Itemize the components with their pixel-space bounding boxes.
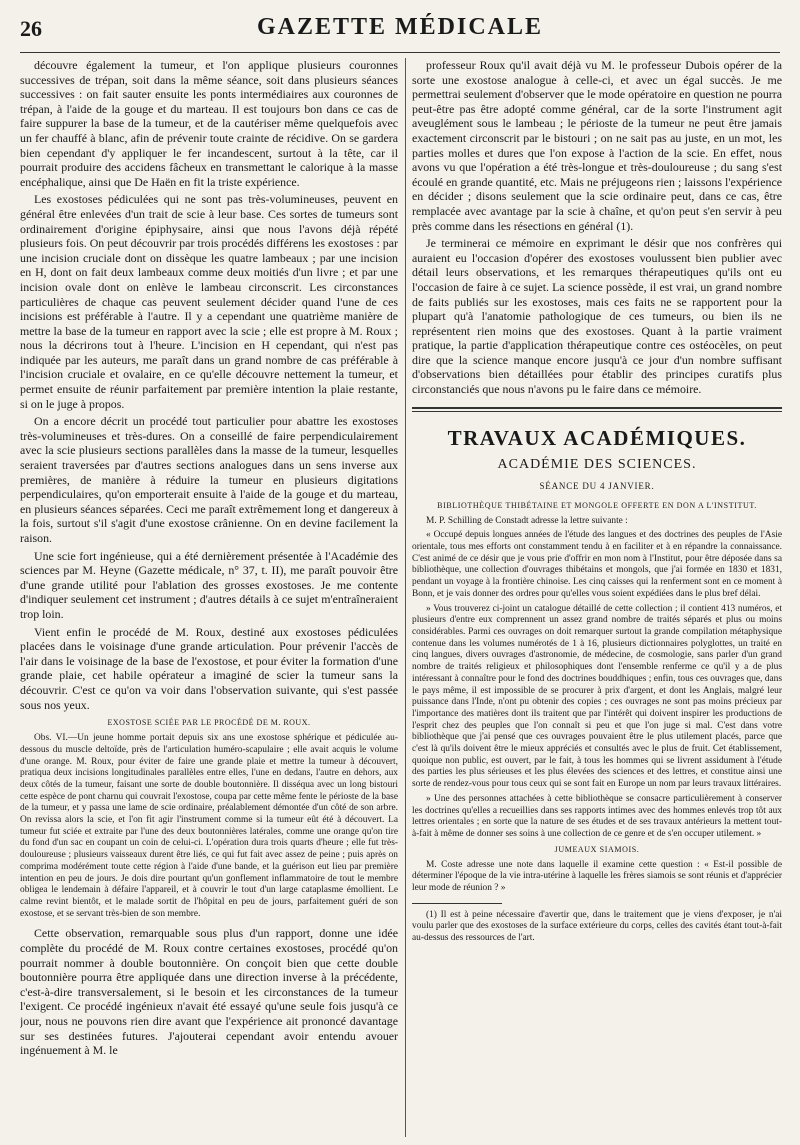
paragraph: Les exostoses pédiculées qui ne sont pas très-volumineuses, peuvent en général être enlevées d'un trait de scie à leur base. Ces sortes de tumeurs sont ordinairement d'origine épiphysaire, ainsi que nous l'avons déjà répété plusieurs fois. On peut découvrir par trois procédés différens les exostoses : par une incision cruciale dont on dissèque les quatre lambeaux ; par une incision en H, dont on fait deux lambeaux comme deux moitiés d'un livre ; et par une incision ovale dont on enlève le lambeau circonscrit. Les circonstances particulières de chaque cas peuvent seulement décider quand l'une de ces incisions est préférable à l'autre. Il y a cependant une quatrième manière de mettre la base de la tumeur en rapport avec la scie ; elle est propre à M. Roux ; nous la décrirons tout à l'heure. L'incision en H cependant, qui n'est pas indiquée par les auteurs, me paraît dans un grand nombre de cas préférable à l'incision cruciale et ovalaire, en ce qu'elle découvre nettement la tumeur, et permet ensuite de réunir parfaitement par première intention la plaie restante, si on le juge à propos. (20, 192, 398, 411)
library-heading: BIBLIOTHÈQUE THIBÉTAINE ET MONGOLE OFFERTE EN DON A L'INSTITUT. (437, 500, 757, 510)
paragraph: découvre également la tumeur, et l'on applique plusieurs couronnes successives de trépan, soit dans la même séance, soit dans plusieurs séances successives : on fait sauter ensuite les ponts intermédiaires aux couronnes de trépan, à l'aide de la gouge et du marteau. Il est toujours bon dans ce cas de faire suppurer la base de la tumeur, et de la cautériser même quelquefois avec un fer chauffé à blanc, afin de prévenir toute crainte de récidive. On se gardera bien cependant d'y appliquer le fer incandescent, surtout à la tête, car il pourrait produire des accidens fâcheux en transmettant le calorique à la masse encéphalique, ainsi que De Haën en fit la triste expérience. (20, 58, 398, 189)
column-divider (405, 58, 406, 1137)
paragraph: « Occupé depuis longues années de l'étude des langues et des doctrines des peuples de l'Asie orientale, tous mes efforts ont constamment tendu à en faciliter et à en répandre la connaissance. C'est animé de ce désir que je vous prie d'offrir en mon nom à l'Institut, pour être déposée dans sa bibliothèque, une collection d'ouvrages thibétains et mongols, que j'ai formée en 1830 et 1831, pendant un voyage à la frontière chinoise. Les cinq caisses qui la renferment sont en ce moment à Bonn, et je vais donner des ordres pour qu'elles vous soient expédiées dans le plus bref délai. (412, 530, 782, 599)
paragraph: Vient enfin le procédé de M. Roux, destiné aux exostoses pédiculées placées dans le voisinage d'une grande articulation. Pour prévenir l'accès de l'air dans le voisinage de la base de l'exostose, et pour éviter la formation d'une grande plaie, cet habile opérateur a imaginé de scier la tumeur sans la découvrir. C'est ce qu'on va voir dans l'observation suivante, qui s'est passée sous nos yeux. (20, 624, 398, 712)
siamese-heading: JUMEAUX SIAMOIS. (554, 844, 640, 854)
left-column (20, 58, 398, 1137)
paragraph: Une scie fort ingénieuse, qui a été dernièrement présentée à l'Académie des sciences par M. Heyne (Gazette médicale, n° 37, t. II), me paraît pouvoir être d'une grande utilité pour l'ablation des grosses exostoses. Je me contente d'indiquer seulement cet instrument ; d'autres détails à ce sujet m'entraîneraient trop loin. (20, 548, 398, 621)
case-observation (20, 733, 398, 920)
article-conclusion (20, 926, 398, 1057)
page-number: 26 (20, 16, 42, 41)
letter-intro: M. P. Schilling de Constadt adresse la lettre suivante : (426, 515, 628, 526)
article-continuation (20, 58, 398, 712)
seance-date: SÉANCE DU 4 JANVIER. (539, 480, 655, 491)
paragraph: » Vous trouverez ci-joint un catalogue détaillé de cette collection ; il contient 413 numéros, et plusieurs d'entre eux comprennent un assez grand nombre de traités séparés et plus ou moins considérables. Parmi ces ouvrages on doit remarquer surtout la grande compilation métaphysique contenue dans les volumes numérotés de 1 à 16, plusieurs dictionnaires polyglottes, un traité en cinq langues, divers ouvrages d'astronomie, de médecine, de cosmologie, sans parler d'un grand nombre de traités religieux et philosophiques dont l'ensemble renferme ce qu'il y a de plus intéressant à connaître pour le fond des doctrines bouddhiques ; enfin, tous ces ouvrages que, dans le pays même, il est impossible de se procurer à prix d'argent, et dont les Anglais, malgré leur puissance dans l'Inde, n'ont pu obtenir des copies ; ces ouvrages ne sont pas moins précieux par l'importance des matières dont ils traitent que par l'intérêt qui doivent inspirer les productions de l'esprit chez des peuples que l'on connaît si peu et que l'on juge si mal. C'est dans votre bibliothèque que j'ai pensé que ces ouvrages pouvaient être le plus utilement placés, parce que c'est là qu'ils doivent être le mieux appréciés et consultés avec le plus de fruit. Cet établissement, quoique non public, est ouvert, par le fait, à tous les hommes qui se livrent assidument à l'étude des parties les plus sérieuses et les plus élevées des sciences et des lettres, et constitue ainsi une sorte de rendez-vous pour tous ceux qui se sont fait en Europe un nom par leurs travaux littéraires. (412, 603, 782, 790)
footnote (412, 910, 782, 945)
paragraph: M. Coste adresse une note dans laquelle il examine cette question : « Est-il possible de déterminer l'époque de la vie intra-utérine à laquelle les frères siamois se sont réunis et d'apprécier leur mode de réunion ? » (412, 859, 782, 894)
article-end (412, 58, 782, 397)
siamese-note (412, 860, 782, 895)
header-rule (20, 52, 780, 53)
paragraph: » Une des personnes attachées à cette bibliothèque se consacre particulièrement à conserver les doctrines qu'elles a recueillies dans ses rapports intimes avec des hommes enlevés trop tôt aux lettres orientales ; en sorte que la nature de ses études et de ses travaux antérieurs la mettent tout-à-fait à même de donner ses soins à une collection de ce genre et de s'en occuper utilement. » (412, 793, 782, 839)
section-rule (412, 407, 782, 409)
right-column (412, 58, 782, 1137)
section-title: TRAVAUX ACADÉMIQUES. (447, 425, 747, 450)
paragraph: Cette observation, remarquable sous plus d'un rapport, donne une idée complète du procédé de M. Roux contre certaines exostoses, procédé qu'on pourrait nommer à double boutonnière. On conçoit bien que cette double boutonnière pourra être appliquée dans une direction inverse à la précédente, c'est-à-dire transversalement, si le besoin et les circonstances de la tumeur l'exigent. Ce procédé ingénieux n'avait été essayé qu'une seule fois jusqu'à ce jour, nous ne pouvons rien dire avant que l'expérience ait prononcé davantage sur ses destinées futures. J'ajouterai cependant avoir entendu avouer ingénuement à M. le (20, 926, 398, 1058)
journal-title: GAZETTE MÉDICALE (256, 14, 544, 40)
section-subtitle: ACADÉMIE DES SCIENCES. (497, 456, 697, 472)
paragraph: On a encore décrit un procédé tout particulier pour abattre les exostoses très-volumineuses et très-dures. On a conseillé de faire perpendiculairement avec la scie plusieurs sections parallèles dans la masse de la tumeur, lesquelles seraient traversées par d'autres sections analogues dans un sens inverse aux premières, de manière à réduire la tumeur en plusieurs digitations perpendiculaires, qu'on emporterait ensuite à l'aide de la gouge et du marteau, en plusieurs séances séparées. Ceci me paraît extrêmement long et dangereux à la fois, surtout s'il s'agit d'une exostose crânienne. On en devine facilement la raison. (20, 414, 398, 545)
case-heading: EXOSTOSE SCIÉE PAR LE PROCÉDÉ DE M. ROUX. (107, 718, 311, 728)
paragraph: professeur Roux qu'il avait déjà vu M. le professeur Dubois opérer de la sorte une exostose analogue à celle-ci, et avec un égal succès. Je me permettrai seulement d'observer que le mode opératoire en question ne pourra peut-être pas être adopté comme général, car de la sorte l'instrument agit aveuglément sous le lambeau ; le périoste de la tumeur ne peut être jamais exactement circonscrit par le bistouri ; on ne sait pas au juste, en un mot, les parties molles et dures que l'on expose à l'action de la scie. En effet, nous avons vu que l'opération a été très-longue et très-douloureuse ; du sang s'est écoulé en grande quantité, etc. Mais ne préjugeons rien ; laissons l'expérience en décider ; disons seulement que la scie ordinaire peut, dans ce cas, être remplacée avec avantage par la scie à chaîne, et qu'on peut s'en servir à peu près comme dans les résections en général (1). (412, 58, 782, 233)
paragraph: Je terminerai ce mémoire en exprimant le désir que nos confrères qui auraient eu l'occasion d'opérer des exostoses voulussent bien publier avec détail leurs observations, et les remarques thérapeutiques qu'ils ont eu l'occasion de faire à ce sujet. La science possède, il est vrai, un grand nombre de faits publiés sur les exostoses, mais ces faits ne se rapportent pour la plupart qu'à l'anatomie pathologique de ces tumeurs, ou bien ils ne représentent rien moins que des exostoses. Quant à la partie vraiment pratique, la partie d'application thérapeutique contre ces ostéocèles, on peut dire que la science manque encore jusqu'à ce jour d'un nombre suffisant d'observations bien détaillées pour établir des principes curatifs plus circonstanciés que nous n'avons pu le faire dans ce mémoire. (412, 236, 782, 397)
footnote-text: (1) Il est à peine nécessaire d'avertir que, dans le traitement que je viens d'exposer, je n'ai voulu parler que des exostoses de la surface extérieure du corps, celles des cavités étant tout-à-fait au-dessus des ressources de l'art. (412, 909, 782, 944)
footnote-rule (412, 903, 502, 904)
paragraph: Obs. VI.—Un jeune homme portait depuis six ans une exostose sphérique et pédiculée au-dessous du muscle deltoïde, près de l'articulation huméro-scapulaire ; elle avait acquis le volume d'une orange. M. Roux, pour éviter de faire une grande plaie et mettre la tumeur à découvert, pratiqua deux incisions longitudinales parallèles entre elles, l'une en dedans, l'autre en dehors, aux deux côtés de la tumeur, faisant une sorte de double boutonnière. Il disséqua avec un long bistouri cette espèce de pont charnu qui couvrait l'exostose, coupa par cette même fente le périoste de la base de la tumeur, et y passa une lame de scie ordinaire, préalablement démontée d'un côté de son arbre. On revissa alors la scie, et l'on fit agir l'instrument comme si la tumeur eût été à découvert. La tumeur fut sciée et extraite par l'une des deux boutonnières latérales, comme une orange qu'on tire du fond d'un sac en coupant un coin de celui-ci. L'opération dura trois quarts d'heure ; elle fut très-douloureuse ; plusieurs vaisseaux durent être liés, ce qui fut fait avec assez de peine ; puis après on comprima modérément toute cette région à l'aide d'une bande, et la guérison eut lieu par première intention en peu de jours. Je dois dire pourtant qu'un gonflement inflammatoire de tout le membre obligea le lendemain à défaire l'appareil, et à couvrir le tout d'un large cataplasme émollient. Le calme revint bientôt, et le malade sortit de l'hôpital en peu de jours, parfaitement guéri de son exostose, et se servant très-bien de son membre. (20, 733, 398, 919)
page-header (20, 14, 780, 48)
section-rule (412, 411, 782, 412)
letter (412, 516, 782, 841)
